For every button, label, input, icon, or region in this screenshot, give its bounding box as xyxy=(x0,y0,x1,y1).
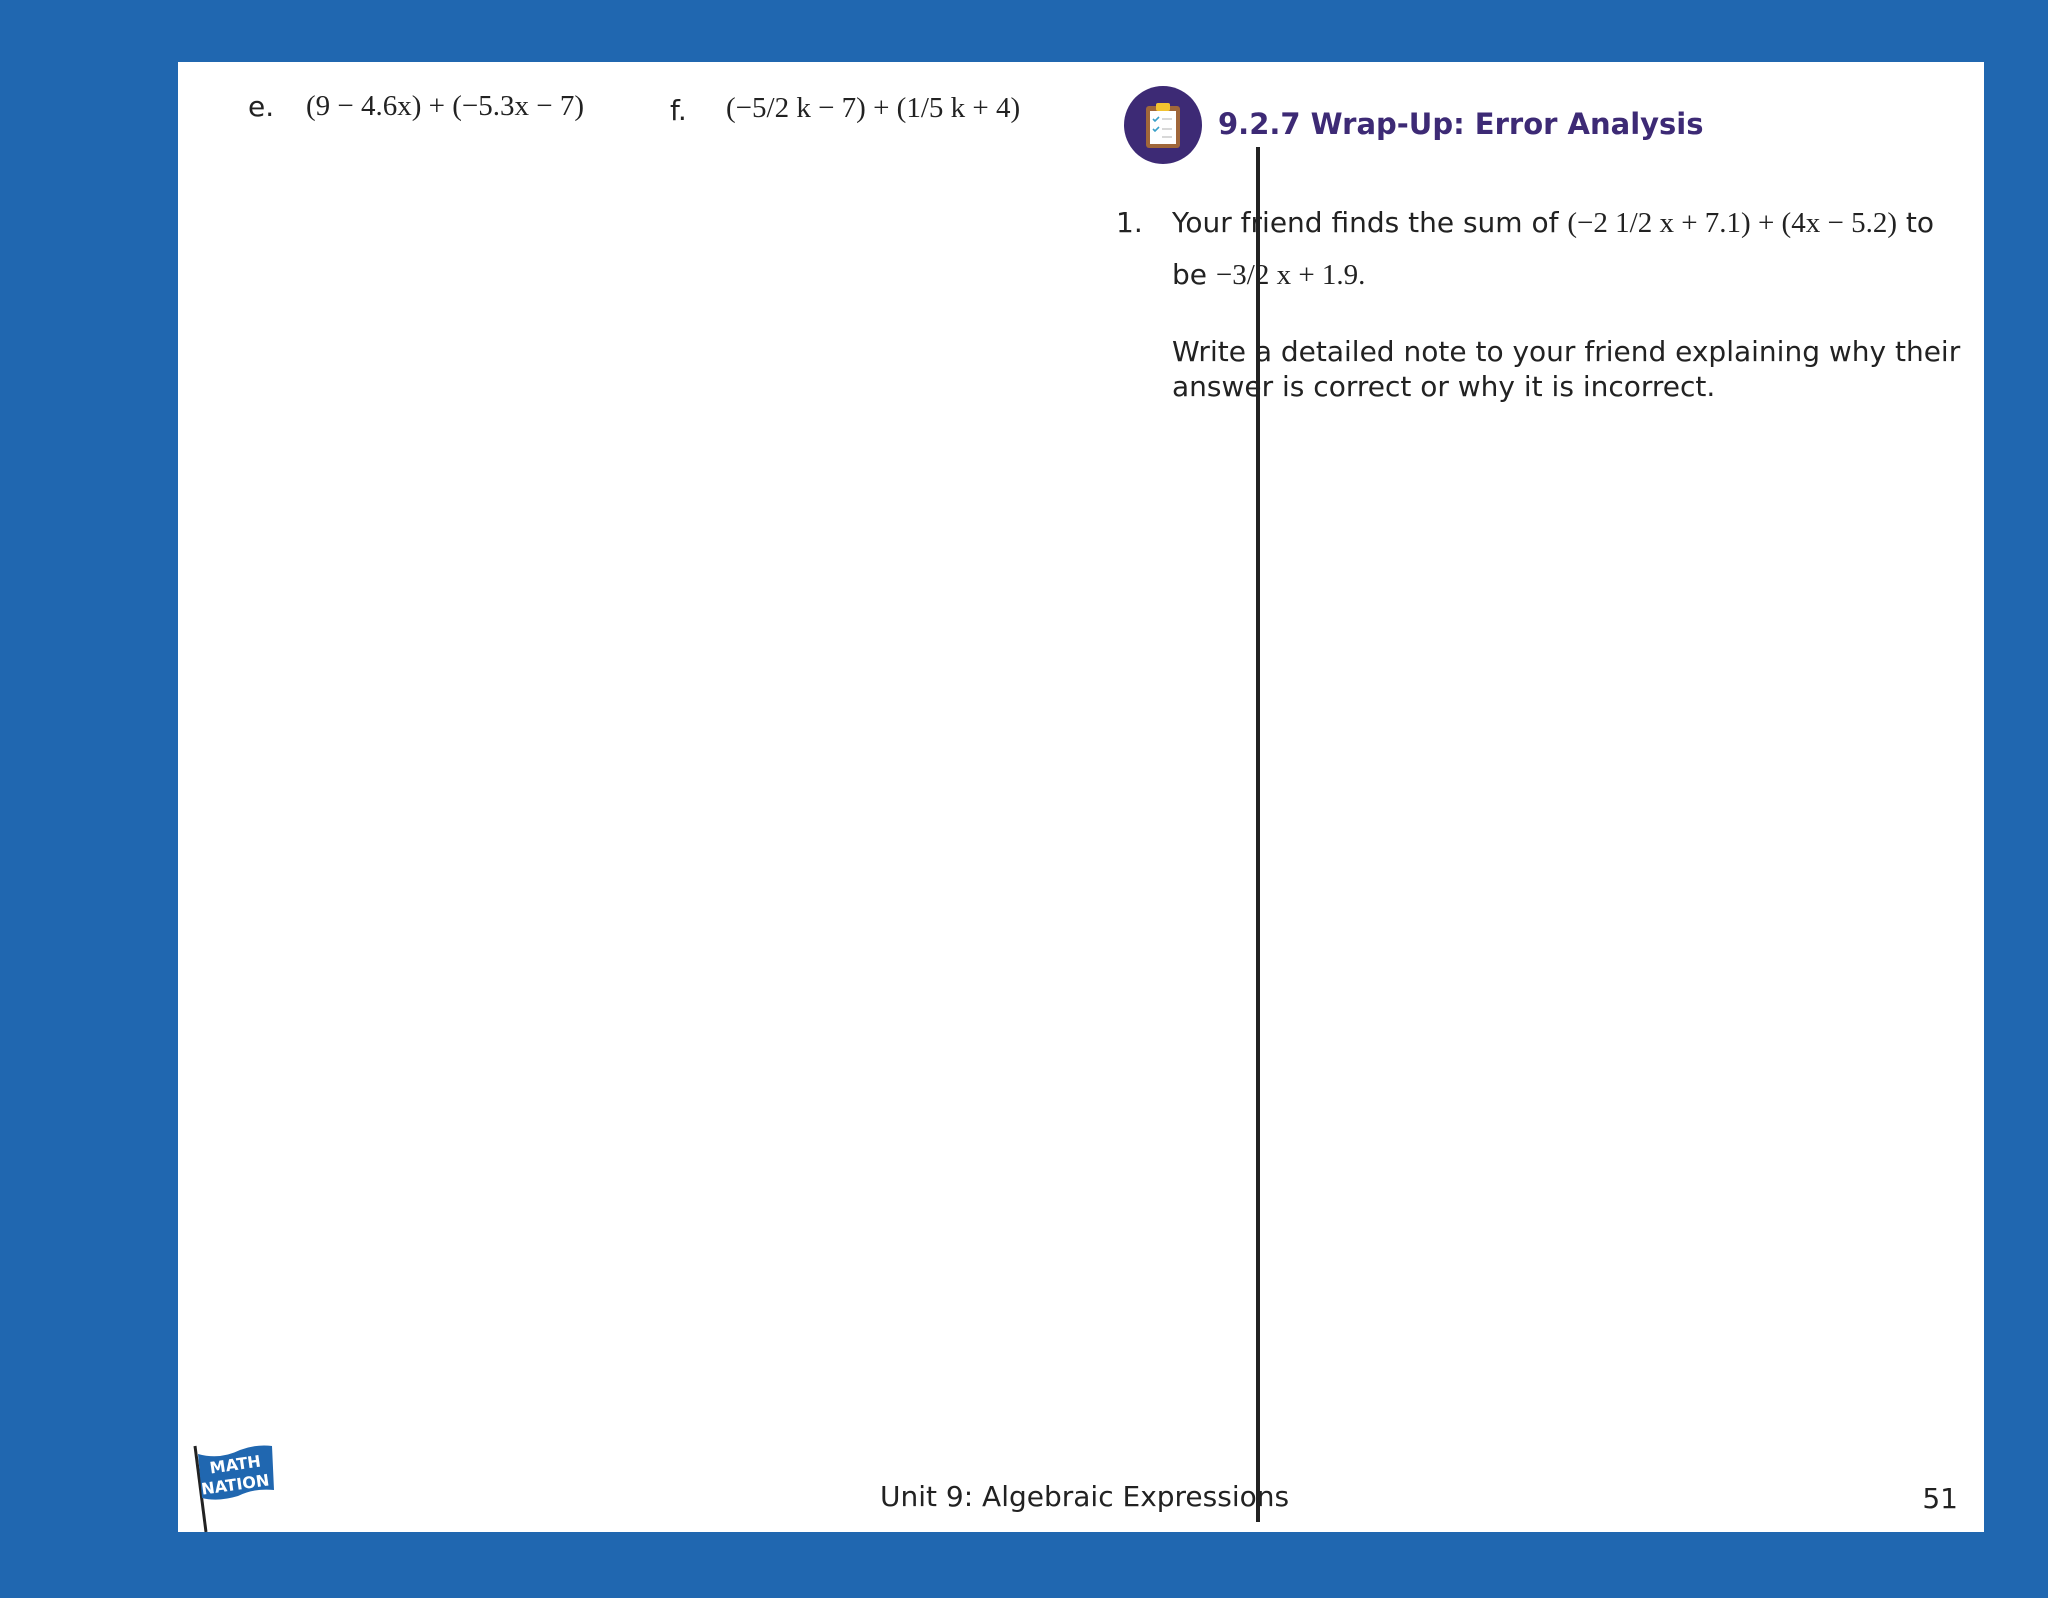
svg-text:NATION: NATION xyxy=(200,1470,271,1499)
question-line-1 xyxy=(1172,206,1934,240)
math-nation-logo xyxy=(190,1440,280,1532)
item-e-expression: (9 − 4.6x) + (−5.3x − 7) xyxy=(306,90,585,122)
item-e-label: e. xyxy=(248,90,275,123)
friend-answer: −3/2 x + 1.9. xyxy=(1215,259,1366,291)
question-instruction: Write a detailed note to your friend explaining why their answer is correct or why it is incorrect. xyxy=(1172,335,1961,403)
item-f-label: f. xyxy=(670,94,687,127)
item-f-expression: (−5/2 k − 7) + (1/5 k + 4) xyxy=(726,92,1021,124)
question-expression: (−2 1/2 x + 7.1) + (4x − 5.2) xyxy=(1567,207,1897,239)
workbook-page xyxy=(178,62,1984,1532)
svg-text:MATH: MATH xyxy=(208,1451,262,1478)
page-number: 51 xyxy=(1922,1482,1958,1515)
section-title: 9.2.7 Wrap-Up: Error Analysis xyxy=(1218,107,1704,141)
question-text-mid: to xyxy=(1905,206,1934,239)
question-number: 1. xyxy=(1116,206,1143,239)
question-line-2 xyxy=(1172,258,1365,292)
footer-unit-title: Unit 9: Algebraic Expressions xyxy=(880,1480,1290,1513)
clipboard-checklist-icon xyxy=(1124,86,1202,164)
question-line2-prefix: be xyxy=(1172,258,1207,291)
question-text-prefix: Your friend finds the sum of xyxy=(1172,206,1559,239)
